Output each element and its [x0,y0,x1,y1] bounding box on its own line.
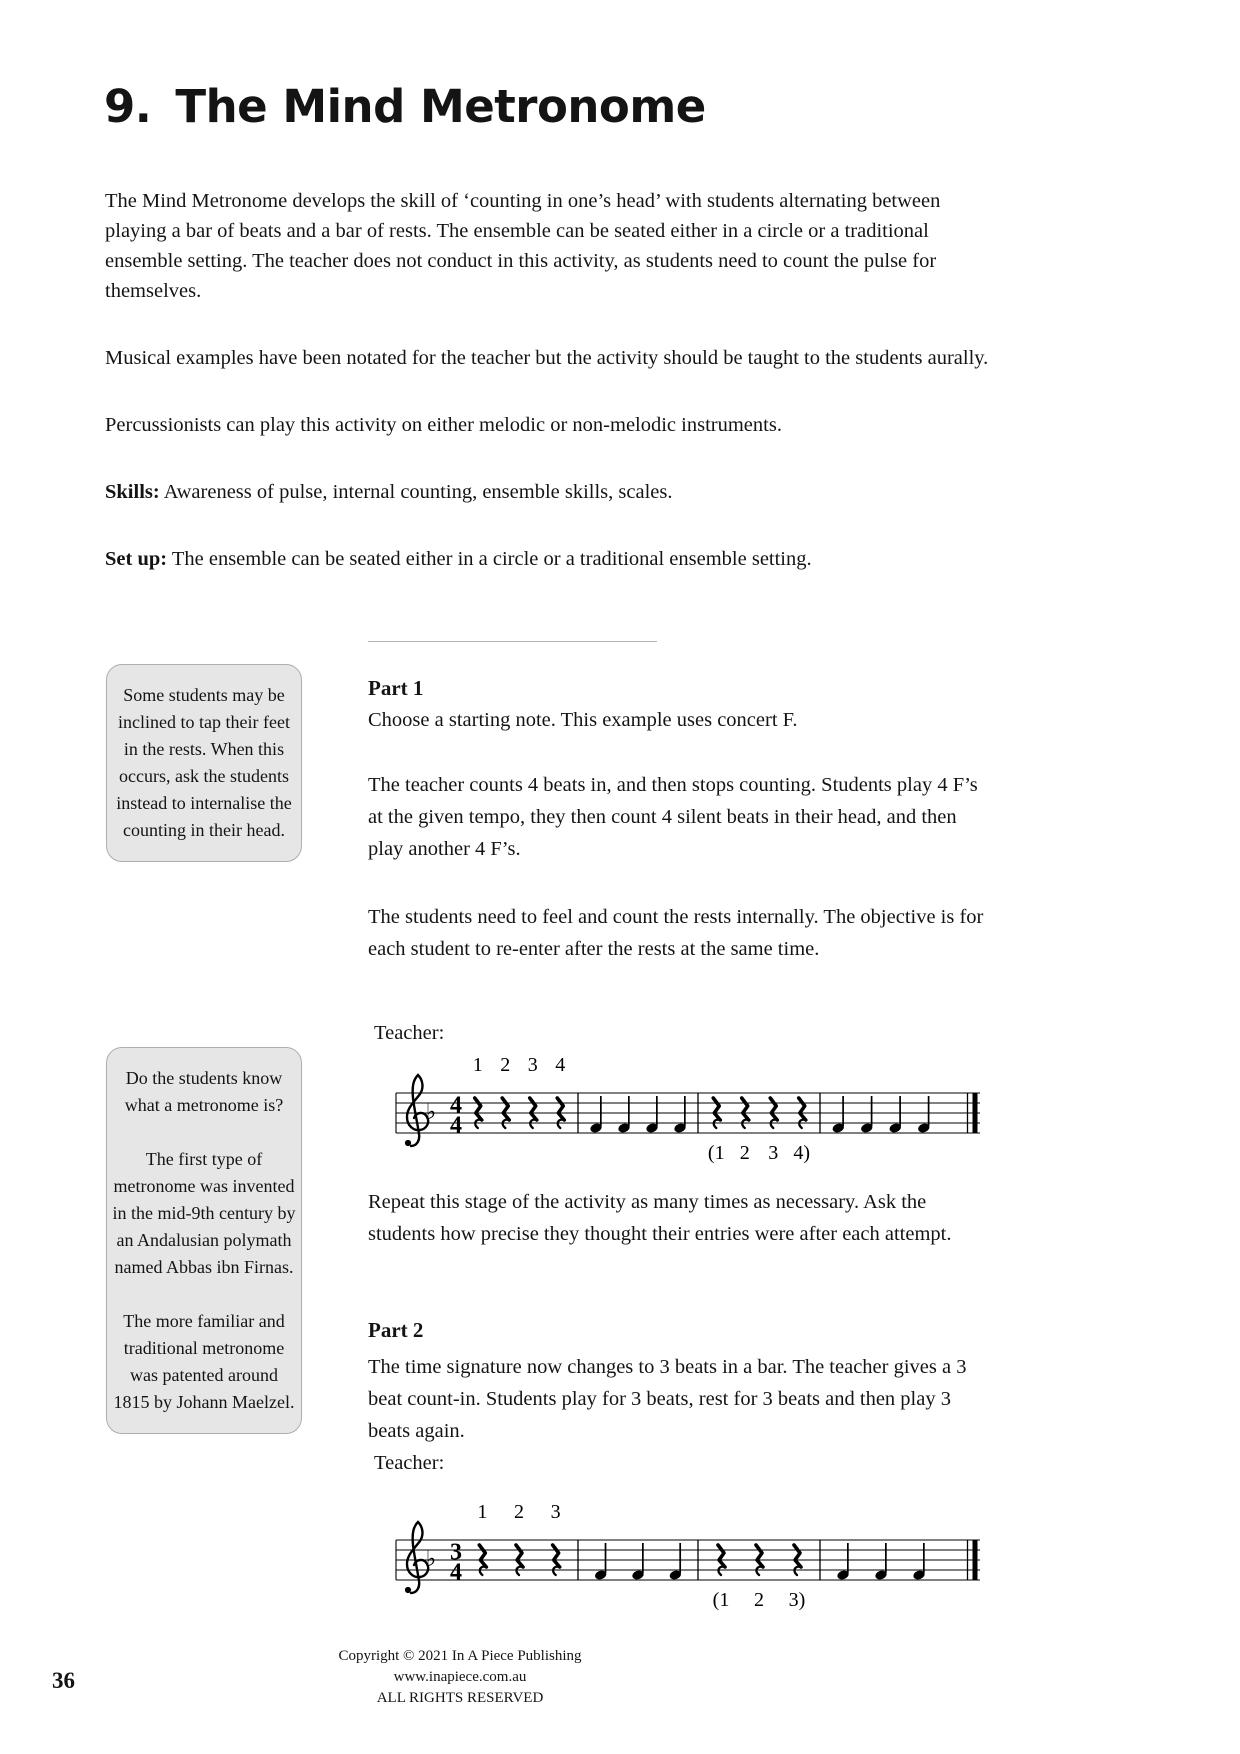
quarter-note-icon [645,1096,659,1134]
setup-text: The ensemble can be seated either in a circle or a traditional ensemble setting. [167,548,812,570]
count-number-below: 2 [739,1142,750,1164]
intro-paragraph-2: Musical examples have been notated for the teacher but the activity should be taught to the students aurally. [105,347,989,369]
part1-heading: Part 1 [368,676,424,700]
quarter-note-icon [617,1096,631,1134]
count-number-below: 4) [793,1142,811,1164]
count-number-below: (1 [712,1589,730,1611]
final-barline-thick [973,1540,978,1580]
sidebar-note-tapping [106,664,302,862]
quarter-note-icon [673,1096,687,1134]
count-number-above: 3 [550,1501,561,1523]
part1-paragraph-1: Choose a starting note. This example uses concert F. [368,709,798,731]
count-number-below: 2 [754,1589,764,1611]
quarter-note-icon [888,1096,902,1134]
flat-sign-icon: ♭ [425,1547,437,1572]
count-number-above: 3 [527,1054,538,1076]
part1-paragraph-2: The teacher counts 4 beats in, and then stops counting. Students play 4 F’s at the given tempo, they then count 4 silent beats in their head, and then play another 4 F’s. [368,774,978,860]
part2-heading: Part 2 [368,1318,424,1342]
intro-paragraph-3: Percussionists can play this activity on either melodic or non-melodic instruments. [105,414,782,436]
music-example-1 [368,1040,986,1165]
treble-clef-icon [405,1522,428,1593]
sidebar-note-metronome-history [106,1047,302,1434]
count-number-below: 3) [788,1589,806,1611]
quarter-note-icon [669,1543,683,1581]
sidebar-note-paragraph: Do the students know what a metronome is? [124,1068,284,1115]
quarter-note-icon [917,1096,931,1134]
time-signature-top: 4 [450,1092,462,1119]
count-number-below: (1 [707,1142,725,1164]
quarter-note-icon [836,1543,850,1581]
copyright-line: www.inapiece.com.au [393,1669,527,1685]
copyright-line: ALL RIGHTS RESERVED [376,1690,544,1706]
count-number-above: 1 [472,1054,483,1076]
teacher-label-2: Teacher: [374,1452,445,1474]
skills-text: Awareness of pulse, internal counting, ensemble skills, scales. [159,481,673,503]
flat-sign-icon: ♭ [425,1100,437,1125]
part1-paragraph-3: The students need to feel and count the rests internally. The objective is for each student to re-enter after the rests at the same time. [368,906,984,960]
chapter-title-text: The Mind Metronome [175,80,706,133]
skills-line [105,477,990,507]
music-example-2 [368,1487,986,1612]
part2-paragraph-1: The time signature now changes to 3 beats in a bar. The teacher gives a 3 beat count-in. Students play for 3 beats, rest for 3 beats and then play 3 beats again. [368,1356,967,1442]
staff-svg [368,1487,986,1612]
count-number-above: 2 [514,1501,524,1523]
quarter-note-icon [912,1543,926,1581]
footer-copyright [280,1646,640,1709]
page-number: 36 [52,1668,75,1693]
quarter-note-icon [860,1096,874,1134]
intro-section [105,186,990,611]
time-signature-bottom: 4 [450,1559,462,1586]
sidebar-note-paragraph: The first type of metronome was invented in the mid-9th century by an Andalusian polymath named Abbas ibn Firnas. [112,1149,296,1277]
skills-label: Skills: [105,481,160,503]
time-signature-top: 3 [450,1539,462,1566]
page-title [104,80,706,133]
sidebar-note-paragraph: The more familiar and traditional metronome was patented around 1815 by Johann Maelzel. [113,1311,295,1412]
setup-line [105,544,990,574]
section-divider [368,641,657,642]
count-number-above: 2 [500,1054,511,1076]
count-number-below: 3 [768,1142,779,1164]
quarter-note-icon [831,1096,845,1134]
quarter-note-icon [594,1543,608,1581]
copyright-line: Copyright © 2021 In A Piece Publishing [338,1648,582,1664]
quarter-note-icon [631,1543,645,1581]
setup-label: Set up: [105,548,168,570]
quarter-note-icon [589,1096,603,1134]
final-barline-thick [973,1093,978,1133]
sidebar-note-paragraph: Some students may be inclined to tap their feet in the rests. When this occurs, ask the students instead to internalise the counting in their head. [116,685,292,840]
treble-clef-icon [405,1075,428,1146]
count-number-above: 1 [477,1501,488,1523]
time-signature-bottom: 4 [450,1112,462,1139]
part1-paragraph-4: Repeat this stage of the activity as many times as necessary. Ask the students how precise they thought their entries were after each attempt. [368,1191,952,1245]
chapter-number: 9. [104,80,152,133]
quarter-note-icon [874,1543,888,1581]
intro-paragraph-1: The Mind Metronome develops the skill of ‘counting in one’s head’ with students alternating between playing a bar of beats and a bar of rests. The ensemble can be seated either in a circle or a traditional ensemble setting. The teacher does not conduct in this activity, as students need to count the pulse for themselves. [105,190,941,302]
staff-svg [368,1040,986,1165]
count-number-above: 4 [555,1054,566,1076]
teacher-label-1: Teacher: [374,1022,445,1044]
